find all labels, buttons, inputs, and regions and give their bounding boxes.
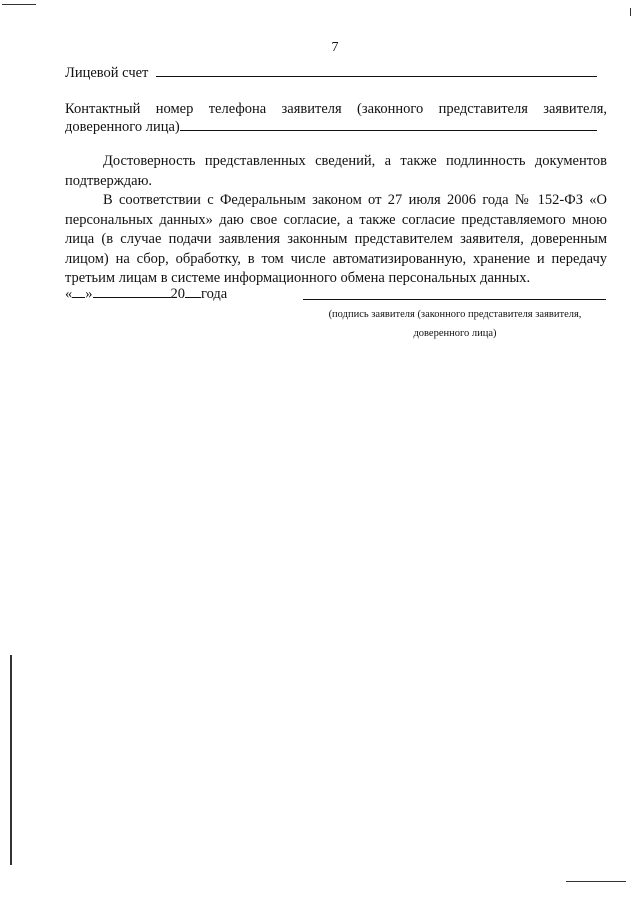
month-input-line[interactable] [93,285,171,298]
year-input-line[interactable] [185,285,201,298]
signature-caption [290,305,620,343]
scan-mark-top-right [630,8,631,16]
signature-caption-line2: доверенного лица) [413,328,497,339]
date-block [65,285,227,304]
scan-mark-top-left [2,4,36,5]
signature-input-line[interactable] [303,299,606,300]
consent-paragraph: В соответствии с Федеральным законом от 27 июля 2006 года № 152-ФЗ «О персональных данных» даю свое согласие, а также согласие представляемого мною лица (в случае подачи заявления законным представителем заявителя, доверенным лицом) на сбор, обработку, в том числе автоматизированную, хранение и передачу третьим лицам в системе информационного обмена персональных данных. [65,192,607,286]
phone-label-line2: доверенного лица) [65,119,180,135]
date-close-quote: » [85,286,93,302]
scan-mark-left-edge [10,655,12,865]
phone-input-line[interactable] [180,118,597,131]
date-open-quote: « [65,286,73,302]
account-row [65,64,605,83]
phone-label-line1: Контактный номер телефона заявителя (законного представителя заявителя, [65,101,607,117]
day-input-line[interactable] [72,285,85,298]
page-number: 7 [331,40,339,55]
phone-row [65,118,605,137]
account-input-line[interactable] [156,64,597,77]
date-year-word: года [201,286,228,302]
authenticity-paragraph: Достоверность представленных сведений, а также подлинность документов подтверждаю. [65,153,607,189]
signature-caption-line1: (подпись заявителя (законного представителя заявителя, [328,309,582,320]
scan-mark-bottom-right [566,881,626,882]
date-century: 20 [170,286,185,302]
account-label: Лицевой счет [65,65,149,81]
